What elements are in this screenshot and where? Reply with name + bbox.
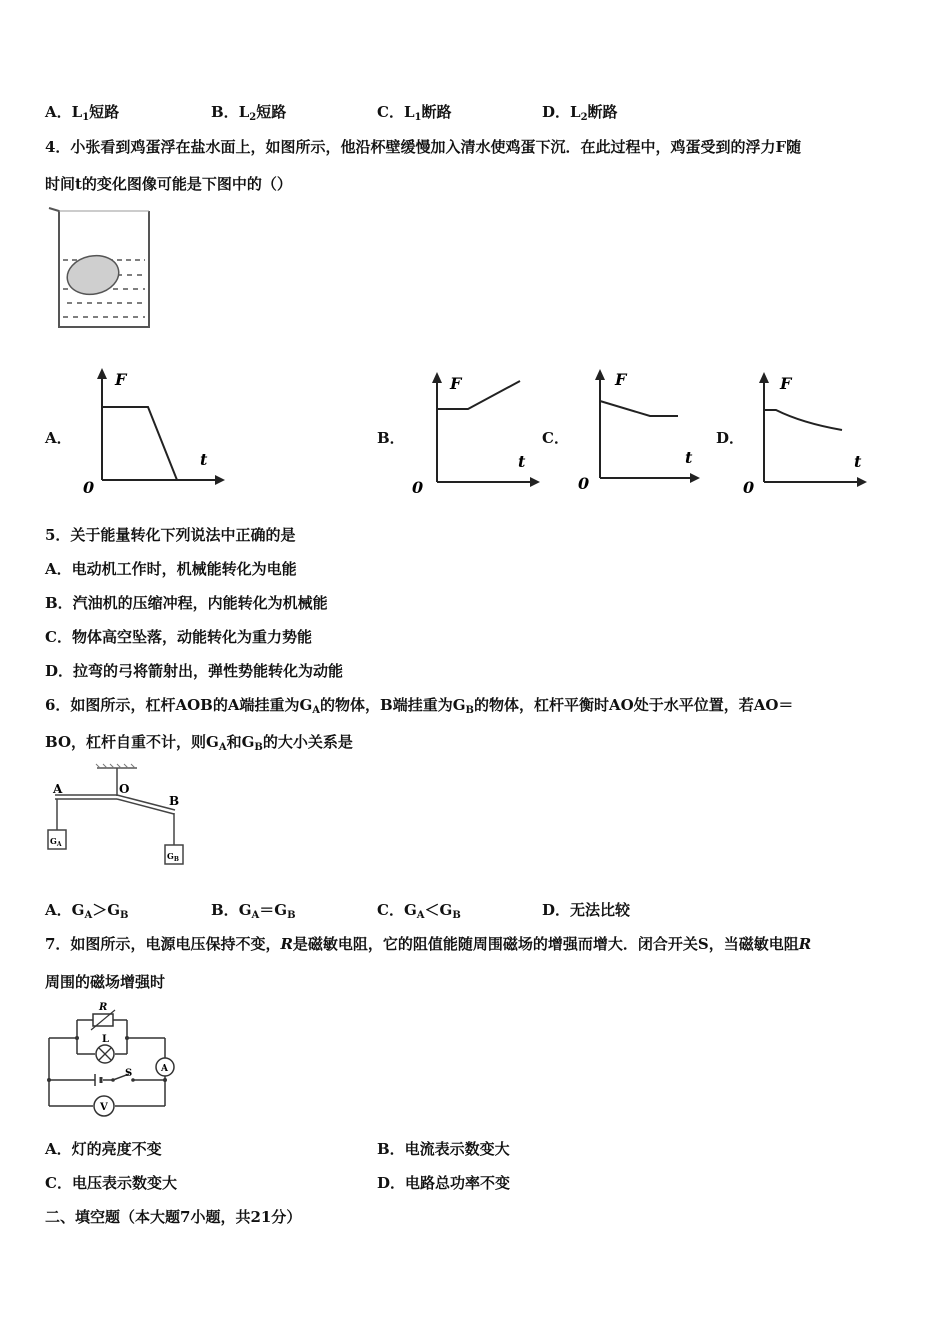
graph-c: [575, 365, 705, 495]
svg-text:t: t: [200, 450, 208, 469]
q6-option-b: B．$G_A=G_B$: [211, 901, 296, 921]
q7-stem-line1: 7．如图所示，电源电压保持不变，R是磁敏电阻，它的阻值能随周围磁场的增强而增大．闭合开关S，当磁敏电阻R: [45, 935, 812, 953]
section-2-heading: 二、填空题（本大题7小题，共21分）: [45, 1208, 302, 1226]
svg-text:0: 0: [83, 478, 95, 497]
svg-text:0: 0: [743, 478, 755, 497]
svg-text:O: O: [119, 782, 130, 796]
q7-option-c: C．电压表示数变大: [45, 1174, 177, 1192]
q6-stem-line1: 6．如图所示，杠杆AOB的A端挂重为$G_A$的物体，B端挂重为$G_B$的物体，杠杆平衡时AO处于水平位置，若AO＝: [45, 696, 794, 716]
svg-text:GA: $G_A$: [50, 836, 62, 848]
q4-stem-line2: 时间t的变化图像可能是下图中的（）: [45, 175, 292, 193]
q5-stem: 5．关于能量转化下列说法中正确的是: [45, 526, 296, 544]
q5-option-d: D．拉弯的弓将箭射出，弹性势能转化为动能: [45, 662, 344, 680]
svg-text:t: t: [854, 452, 862, 471]
graph-b: [410, 365, 540, 495]
q6-option-d: D．无法比较: [542, 901, 631, 919]
q6-option-a: A．$G_A>G_B$: [45, 901, 129, 921]
q6-option-c: C．$G_A<G_B$: [377, 901, 461, 921]
svg-text:R: R: [99, 1002, 108, 1013]
svg-text:B: B: [169, 794, 180, 808]
q3-option-a: A．$L_1$短路: [45, 103, 120, 123]
circuit-figure: [45, 1000, 185, 1115]
svg-text:S: S: [125, 1068, 133, 1079]
svg-text:t: t: [518, 452, 526, 471]
graph-d: [742, 365, 872, 495]
svg-text:F: F: [450, 374, 462, 393]
q7-option-d: D．电路总功率不变: [377, 1174, 511, 1192]
q4-option-d-label: D．: [716, 429, 745, 447]
q5-option-c: C．物体高空坠落，动能转化为重力势能: [45, 628, 312, 646]
svg-text:F: F: [615, 370, 627, 389]
q3-option-d: D．$L_2$断路: [542, 103, 618, 123]
svg-text:A: A: [53, 782, 63, 796]
q3-option-b: B．$L_2$短路: [211, 103, 287, 123]
q4-option-a-label: A．: [45, 429, 72, 447]
q4-stem-line1: 4．小张看到鸡蛋浮在盐水面上，如图所示，他沿杯壁缓慢加入清水使鸡蛋下沉．在此过程中，鸡蛋受到的浮力F随: [45, 138, 802, 156]
lever-figure: [45, 762, 190, 870]
svg-text:F: F: [780, 374, 792, 393]
svg-text:A: A: [161, 1064, 168, 1074]
q5-option-a: A．电动机工作时，机械能转化为电能: [45, 560, 297, 578]
q7-stem-line2: 周围的磁场增强时: [45, 973, 166, 991]
q6-stem-line2: BO，杠杆自重不计，则$G_A$和$G_B$的大小关系是: [45, 733, 353, 753]
svg-text:V: V: [100, 1102, 108, 1113]
q4-option-b-label: B．: [377, 429, 405, 447]
svg-text:F: F: [115, 370, 127, 389]
q7-option-a: A．灯的亮度不变: [45, 1140, 162, 1158]
q4-option-c-label: C．: [542, 429, 569, 447]
svg-text:L: L: [102, 1034, 110, 1045]
graph-a: [80, 365, 220, 495]
q5-option-b: B．汽油机的压缩冲程，内能转化为机械能: [45, 594, 328, 612]
q7-option-b: B．电流表示数变大: [377, 1140, 510, 1158]
q3-option-c: C．$L_1$断路: [377, 103, 452, 123]
svg-text:GB: $G_B$: [167, 851, 179, 863]
svg-text:0: 0: [412, 478, 424, 497]
beaker-figure: [45, 205, 155, 330]
svg-text:t: t: [685, 448, 693, 467]
svg-text:0: 0: [578, 474, 590, 493]
